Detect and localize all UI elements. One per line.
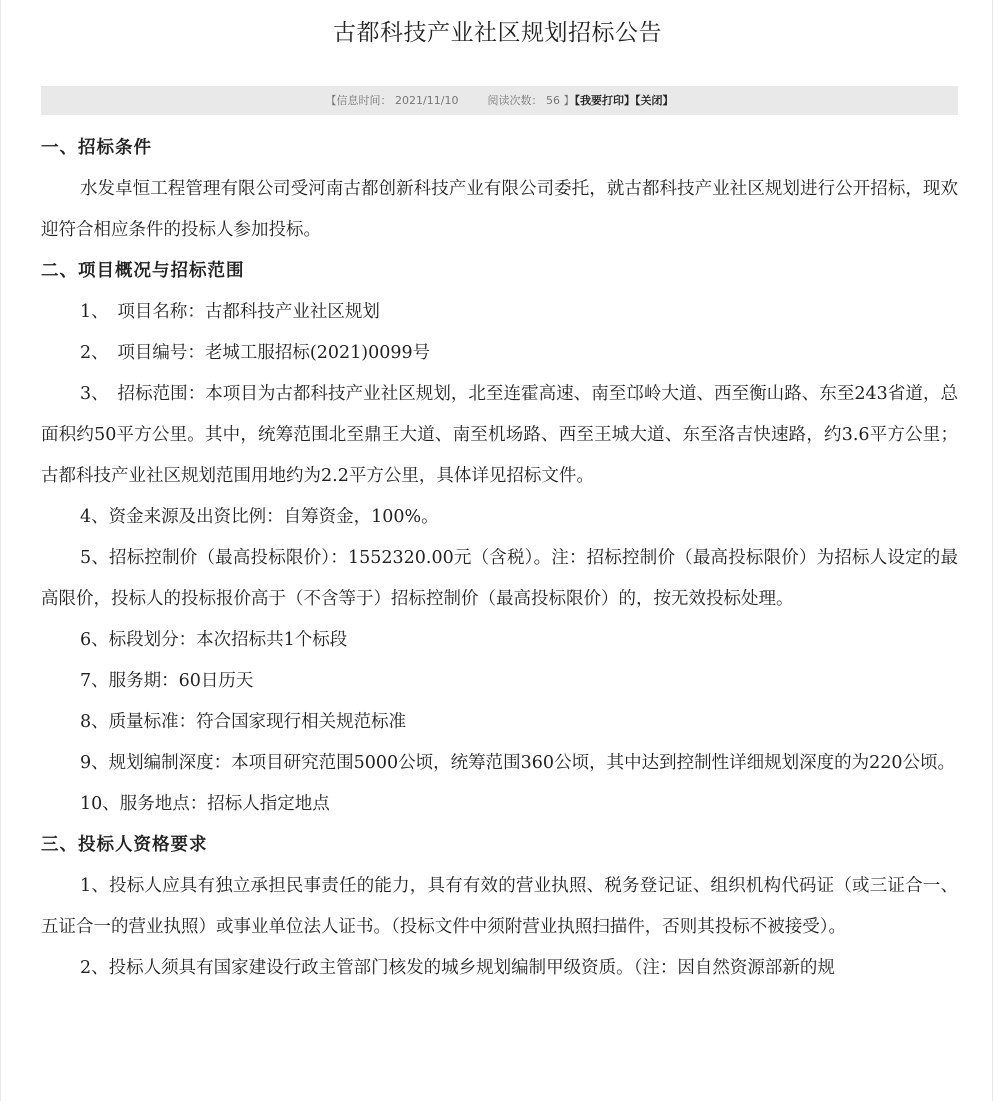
section-heading-bidder-qualifications: 三、投标人资格要求: [41, 835, 208, 855]
list-item: 10、服务地点：招标人指定地点: [80, 794, 330, 814]
info-bar: [41, 86, 958, 115]
list-item: 7、服务期：60日历天: [80, 671, 254, 691]
info-views: 56: [545, 94, 560, 107]
list-item: 6、标段划分：本次招标共1个标段: [80, 630, 348, 650]
list-item: 1、投标人应具有独立承担民事责任的能力，具有有效的营业执照、税务登记证、组织机构代码证（或三证合一、五证合一的营业执照）或事业单位法人证书。（投标文件中须附营业执照扫描件，否则其投标不被接受）。: [41, 876, 958, 937]
list-item: 5、招标控制价（最高投标限价）：1552320.00元（含税）。注：招标控制价（最高投标限价）为招标人设定的最高限价，投标人的投标报价高于（不含等于）招标控制价（最高投标限价）的，按无效投标处理。: [41, 548, 958, 609]
list-item: 2、投标人须具有国家建设行政主管部门核发的城乡规划编制甲级资质。（注：因自然资源部新的规: [80, 958, 835, 978]
info-close-bracket: 】: [563, 94, 575, 107]
list-item: 3、 招标范围：本项目为古都科技产业社区规划，北至连霍高速、南至邙岭大道、西至衡山路、东至243省道，总面积约50平方公里。其中，统筹范围北至鼎王大道、南至机场路、西至王城大道、东至洛吉快速路，约3.6平方公里；古都科技产业社区规划范围用地约为2.2平方公里，具体详见招标文件。: [41, 384, 958, 486]
section-heading-bidding-conditions: 一、招标条件: [41, 138, 152, 158]
info-date: 2021/11/10: [395, 94, 459, 107]
list-item: 4、资金来源及出资比例：自筹资金，100%。: [80, 507, 439, 527]
list-item: 9、规划编制深度：本项目研究范围5000公顷，统筹范围360公顷，其中达到控制性详细规划深度的为220公顷。: [80, 753, 955, 773]
list-item: 8、质量标准：符合国家现行相关规范标准: [80, 712, 407, 732]
close-link[interactable]: 【关闭】: [634, 94, 674, 107]
info-views-label: 阅读次数：: [487, 94, 543, 107]
list-item: 2、 项目编号：老城工服招标(2021)0099号: [80, 343, 431, 363]
list-item: 1、 项目名称：古都科技产业社区规划: [80, 302, 380, 322]
info-date-label: 【信息时间：: [325, 94, 392, 107]
print-link[interactable]: 【我要打印】: [574, 94, 635, 107]
announcement-body: [41, 128, 958, 989]
paragraph: 水发卓恒工程管理有限公司受河南古都创新科技产业有限公司委托，就古都科技产业社区规划进行公开招标，现欢迎符合相应条件的投标人参加投标。: [41, 179, 958, 240]
page-title: 古都科技产业社区规划招标公告: [333, 20, 662, 46]
section-heading-project-overview: 二、项目概况与招标范围: [41, 261, 245, 281]
